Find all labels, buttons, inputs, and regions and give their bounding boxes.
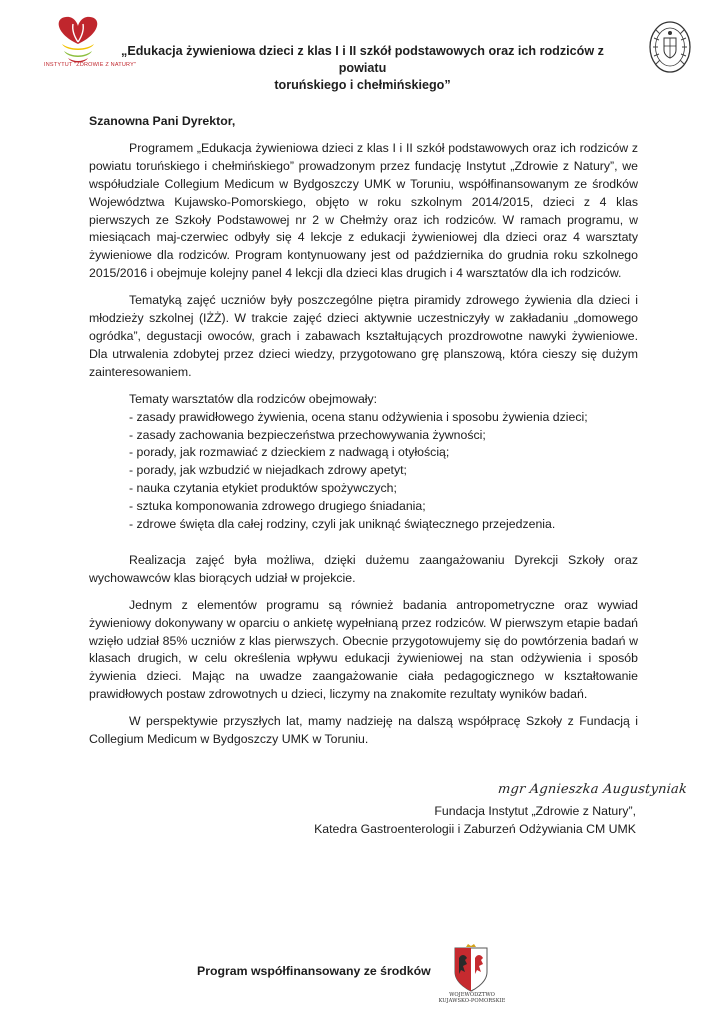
header-title-line-2: toruńskiego i chełmińskiego”	[274, 78, 451, 92]
list-item: - nauka czytania etykiet produktów spożywczych;	[129, 481, 397, 496]
paragraph-program: Programem „Edukacja żywieniowa dzieci z klas I i II szkół podstawowych oraz ich rodziców z powiatu toruńskiego i chełmińskiego” prowadzonym przez fundację Instytut „Zdrowie z Natury”, we współudziale Collegium Medicum w Bydgoszczy UMK w Toruniu, współfinansowanym ze środków Województwa Kujawsko-Pomorskiego, objęto w roku szkolnym 2014/2015, dzieci z 4 klas pierwszych ze Szkoły Podstawowej nr 2 w Chełmży oraz ich rodziców. W ramach programu, w miesiącach maj-czerwiec odbyły się 4 lekcje z edukacji żywieniowej dla dzieci oraz 4 warsztaty żywieniowe dla rodziców. Program kontynuowany jest od października do grudnia roku szkolnego 2015/2016 i obejmuje kolejny panel 4 lekcji dla dzieci klas drugich i 4 warsztatów dla ich rodziców.	[89, 140, 638, 281]
salutation: Szanowna Pani Dyrektor,	[89, 114, 236, 128]
list-item: - zasady prawidłowego żywienia, ocena stanu odżywienia i sposobu żywienia dzieci;	[129, 409, 588, 424]
workshops-intro: Tematy warsztatów dla rodziców obejmowały:	[129, 391, 378, 406]
paragraph-topics: Tematyką zajęć uczniów były poszczególne piętra piramidy zdrowego żywienia dla dzieci i młodzieży szkolnej (IŻŻ). W trakcie zajęć dzieci aktywnie uczestniczyły w zakładaniu „domowego ogródka”, degustacji owoców, grach i zabawach kształtujących prozdrowotne nawyki żywieniowe. Dla utrwalenia zdobytej przez dzieci wiedzy, przygotowano grę planszową, która cieszy się dużym zainteresowaniem.	[89, 293, 638, 379]
university-seal-logo	[648, 20, 692, 74]
paragraph-research: Jednym z elementów programu są również badania antropometryczne oraz wywiad żywieniowy dokonywany w oparciu o ankietę wypełnianą przez rodziców. W pierwszym etapie badań wzięło udział 85% uczniów z klas pierwszych. Obecnie przygotowujemy się do powtórzenia badań w klasach drugich, w celu określenia wpływu edukacji żywieniowej na stan odżywienia i sposób żywienia dzieci. Mając na uwadze zaangażowanie ciała pedagogicznego w kształtowanie prawidłowych postaw zdrowotnych u dzieci, liczymy na znakomite rezultaty wyników badań.	[89, 597, 638, 702]
letter-body	[89, 113, 638, 758]
logo-caption: INSTYTUT "ZDROWIE Z NATURY"	[44, 62, 137, 68]
list-item: - zasady zachowania bezpieczeństwa przechowywania żywności;	[129, 427, 486, 442]
list-item: - porady, jak rozmawiać z dzieckiem z nadwagą i otyłością;	[129, 445, 450, 460]
footer-funding-text: Program współfinansowany ze środków	[197, 964, 431, 978]
list-item: - sztuka komponowania zdrowego drugiego śniadania;	[129, 499, 426, 514]
signature: mgr Agnieszka Augustyniak	[497, 782, 688, 797]
voivodeship-coat-of-arms-icon	[451, 944, 491, 994]
coat-of-arms-caption	[430, 992, 514, 1004]
signature-organization: Fundacja Instytut „Zdrowie z Natury”,	[434, 804, 636, 818]
list-item: - porady, jak wzbudzić w niejadkach zdrowy apetyt;	[129, 463, 407, 478]
list-item: - zdrowe święta dla całej rodziny, czyli jak uniknąć świątecznego przejedzenia.	[129, 517, 556, 532]
workshops-list	[129, 391, 638, 534]
coat-caption-line-1: WOJEWÓDZTWO	[449, 992, 495, 998]
paragraph-thanks: Realizacja zajęć była możliwa, dzięki dużemu zaangażowaniu Dyrekcji Szkoły oraz wychowawców klas biorących udział w projekcie.	[89, 552, 638, 585]
paragraph-future: W perspektywie przyszłych lat, mamy nadzieję na dalszą współpracę Szkoły z Fundacją i Collegium Medicum w Bydgoszczy UMK w Toruniu.	[89, 714, 638, 747]
signature-department: Katedra Gastroenterologii i Zaburzeń Odżywiania CM UMK	[314, 822, 636, 836]
coat-caption-line-2: KUJAWSKO-POMORSKIE	[438, 998, 506, 1004]
document-header-title	[110, 43, 615, 94]
header-title-line-1: „Edukacja żywieniowa dzieci z klas I i II szkół podstawowych oraz ich rodziców z powiatu	[121, 44, 604, 75]
